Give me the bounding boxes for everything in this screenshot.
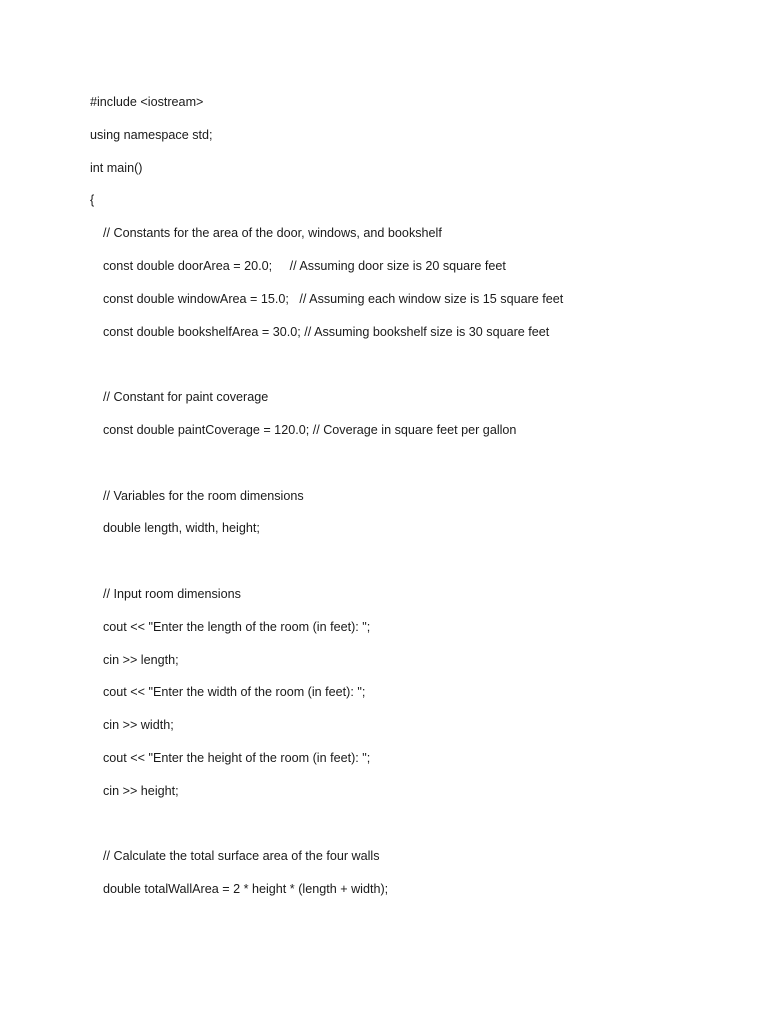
code-line: // Variables for the room dimensions: [103, 488, 304, 503]
code-line: {: [90, 193, 95, 208]
code-line: // Calculate the total surface area of the four walls: [103, 849, 380, 864]
code-line: const double doorArea = 20.0; // Assuming door size is 20 square feet: [103, 258, 506, 273]
code-line: int main(): [90, 160, 143, 175]
code-line: // Constants for the area of the door, windows, and bookshelf: [103, 226, 442, 241]
code-line: // Constant for paint coverage: [103, 390, 269, 405]
code-line: cout << "Enter the width of the room (in feet): ";: [103, 685, 366, 700]
code-line: // Input room dimensions: [103, 586, 241, 601]
code-line: cin >> height;: [103, 783, 179, 798]
code-line: cout << "Enter the height of the room (in feet): ";: [103, 750, 371, 765]
code-line: [90, 814, 730, 847]
code-line: cin >> width;: [103, 718, 174, 733]
code-line: [90, 453, 730, 486]
code-line: const double windowArea = 15.0; // Assuming each window size is 15 square feet: [103, 291, 564, 306]
code-line: const double paintCoverage = 120.0; // Coverage in square feet per gallon: [103, 422, 517, 437]
code-line: [90, 551, 730, 584]
code-line: double length, width, height;: [103, 521, 260, 536]
code-line: cout << "Enter the length of the room (in feet): ";: [103, 619, 371, 634]
code-block: [90, 92, 730, 912]
code-line: double totalWallArea = 2 * height * (length + width);: [103, 882, 389, 897]
code-line: #include <iostream>: [90, 95, 204, 109]
code-line: [90, 354, 730, 387]
code-line: cin >> length;: [103, 652, 179, 667]
code-line: using namespace std;: [90, 127, 213, 142]
code-line: const double bookshelfArea = 30.0; // Assuming bookshelf size is 30 square feet: [103, 324, 550, 339]
